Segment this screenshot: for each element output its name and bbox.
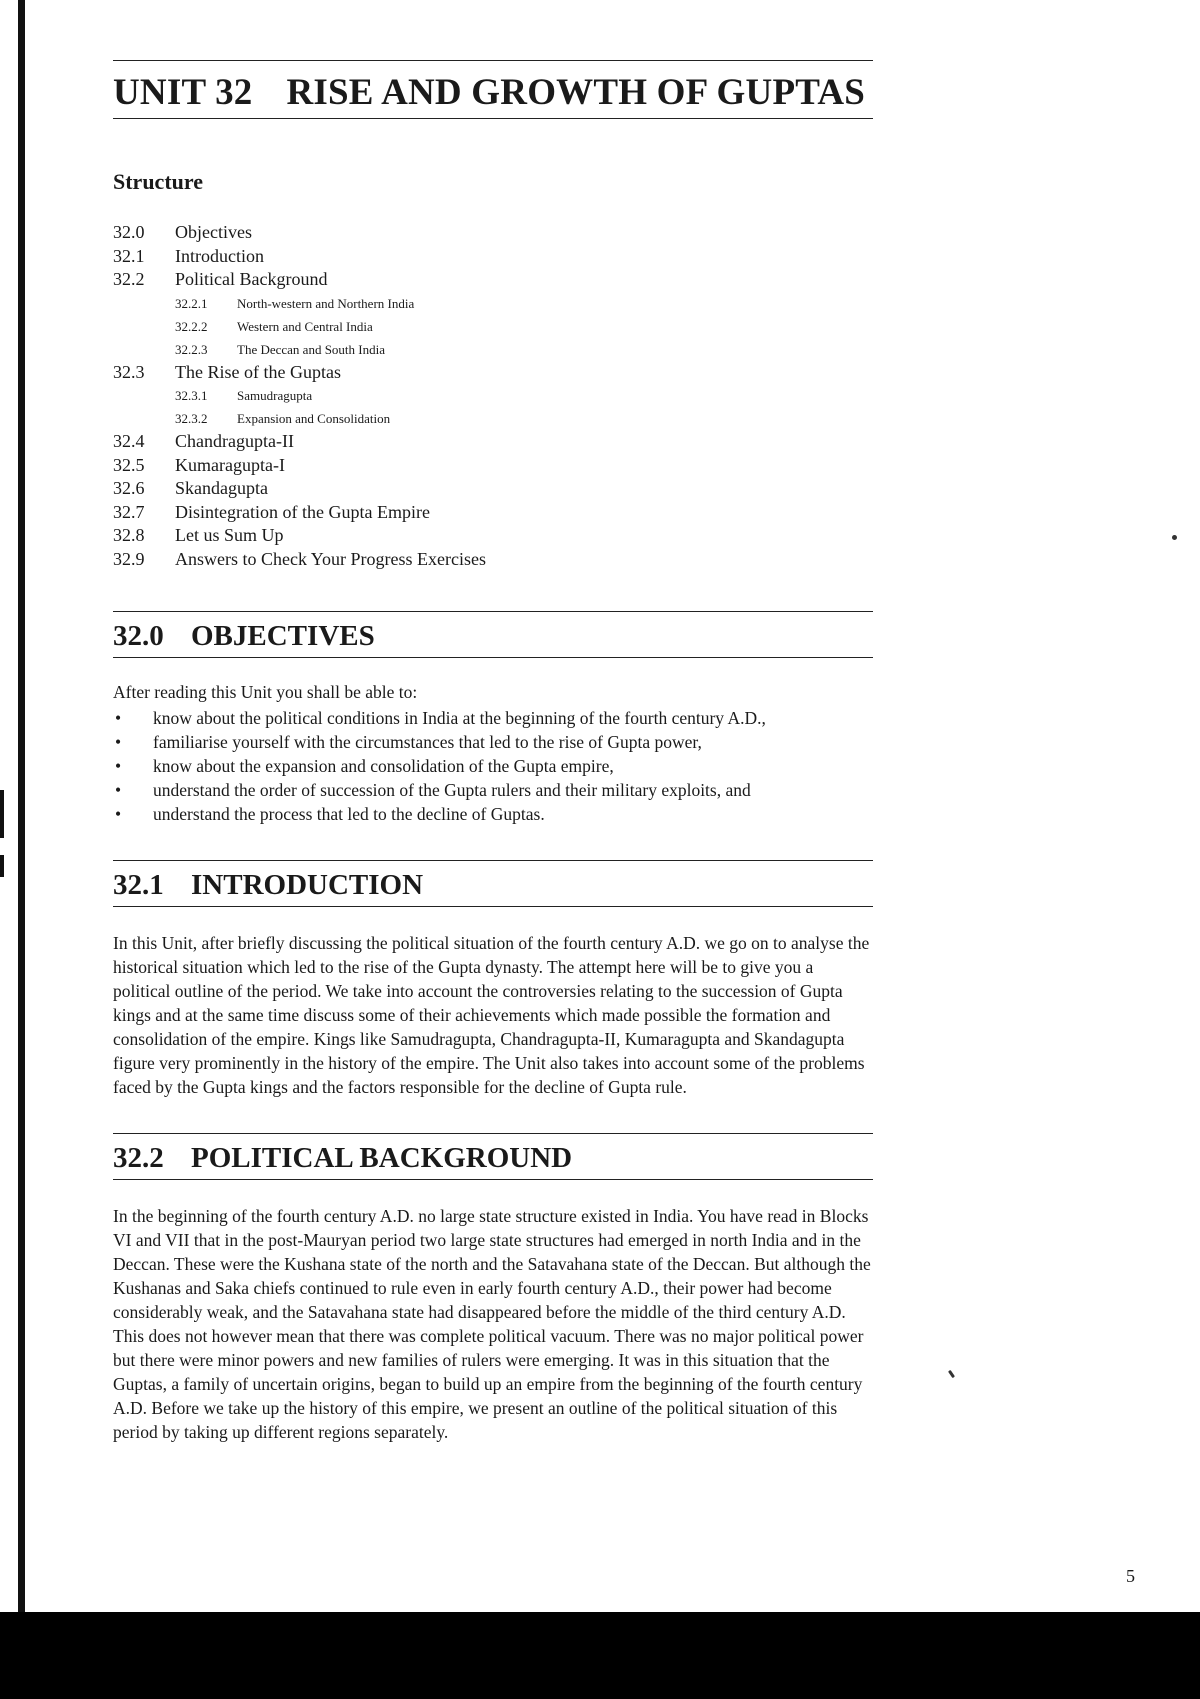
objective-item <box>113 730 873 754</box>
introduction-section <box>113 860 873 1099</box>
toc-number: 32.8 <box>113 525 145 545</box>
objective-text: know about the expansion and consolidation of the Gupta empire, <box>153 756 614 776</box>
section-heading <box>113 620 873 653</box>
section-number: 32.0 <box>113 620 164 652</box>
toc-subitem <box>113 292 873 315</box>
objectives-intro: After reading this Unit you shall be able to: <box>113 682 418 702</box>
toc-label: Expansion and Consolidation <box>237 411 391 426</box>
toc-number: 32.2.2 <box>175 318 208 334</box>
scan-speck <box>948 1370 955 1378</box>
section-title: POLITICAL BACKGROUND <box>191 1142 573 1174</box>
scan-mark <box>0 855 4 877</box>
title-bottom-rule <box>113 118 873 119</box>
political-background-section <box>113 1133 873 1444</box>
objective-item <box>113 754 873 778</box>
toc-item <box>113 454 873 478</box>
bullet-icon: • <box>115 756 122 776</box>
toc-subitem <box>113 407 873 430</box>
bullet-icon: • <box>115 780 122 800</box>
objective-text: understand the process that led to the decline of Guptas. <box>153 804 545 824</box>
section-bottom-rule <box>113 906 873 907</box>
toc-number: 32.2 <box>113 269 145 289</box>
section-number: 32.1 <box>113 869 164 901</box>
unit-title <box>113 71 873 114</box>
objective-text: familiarise yourself with the circumstances that led to the rise of Gupta power, <box>153 732 702 752</box>
toc-number: 32.5 <box>113 454 145 475</box>
toc-number: 32.4 <box>113 431 145 451</box>
objective-item <box>113 778 873 802</box>
scan-bottom-band <box>0 1612 1200 1699</box>
section-heading <box>113 1142 873 1175</box>
toc-label: Western and Central India <box>237 318 373 334</box>
toc-label: Chandragupta-II <box>175 431 294 451</box>
scan-binding-edge <box>18 0 25 1612</box>
toc-subitem <box>113 338 873 361</box>
section-top-rule <box>113 611 873 612</box>
toc-label: The Deccan and South India <box>237 341 386 357</box>
toc-item <box>113 221 873 245</box>
bullet-icon: • <box>115 732 122 752</box>
toc-number: 32.3 <box>113 361 145 382</box>
toc-subitem <box>113 315 873 338</box>
objective-text: know about the political conditions in India at the beginning of the fourth century A.D., <box>153 708 766 728</box>
section-top-rule <box>113 1133 873 1134</box>
section-number: 32.2 <box>113 1142 164 1174</box>
unit-title-text: RISE AND GROWTH OF GUPTAS <box>286 72 866 113</box>
toc-label: Samudragupta <box>237 388 313 403</box>
objective-item <box>113 706 873 730</box>
toc-subitem <box>113 384 873 407</box>
toc-label: Let us Sum Up <box>175 525 284 545</box>
toc-label: Objectives <box>175 222 252 242</box>
toc-label: Skandagupta <box>175 478 268 498</box>
toc-label: Political Background <box>175 269 328 289</box>
toc-item <box>113 548 873 572</box>
toc-number: 32.1 <box>113 245 145 266</box>
page-number: 5 <box>1126 1566 1135 1586</box>
toc-label: Introduction <box>175 245 264 266</box>
bullet-icon: • <box>115 804 122 824</box>
toc-number: 32.3.2 <box>175 411 208 426</box>
toc-label: Kumaragupta-I <box>175 454 285 475</box>
toc-item <box>113 361 873 385</box>
scan-mark <box>0 790 4 838</box>
toc-number: 32.7 <box>113 501 145 522</box>
table-of-contents <box>113 221 873 571</box>
toc-label: North-western and Northern India <box>237 295 415 311</box>
objectives-section <box>113 611 873 826</box>
structure-heading: Structure <box>113 169 204 194</box>
objective-item <box>113 802 873 826</box>
unit-number: UNIT 32 <box>113 72 253 113</box>
toc-label: Disintegration of the Gupta Empire <box>175 501 430 522</box>
toc-label: The Rise of the Guptas <box>175 361 341 382</box>
objective-text: understand the order of succession of the Gupta rulers and their military exploits, and <box>153 780 751 800</box>
title-top-rule <box>113 60 873 61</box>
scan-speck <box>1172 535 1177 540</box>
political-background-paragraph: In the beginning of the fourth century A.D. no large state structure existed in India. You have read in Blocks VI and VII that in the post-Mauryan period two large state structures had emerged in north India and in the Deccan. These were the Kushana state of the north and the Satavahana state of the Deccan. But although the Kushanas and Saka chiefs continued to rule even in early fourth century A.D., their power had become considerably weak, and the Satavahana state had disappeared before the middle of the third century A.D. This does not however mean that there was complete political vacuum. There was no major political power but there were minor powers and new families of rulers were emerging. It was in this situation that the Guptas, a family of uncertain origins, began to build up an empire from the beginning of the fourth century A.D. Before we take up the history of this empire, we present an outline of the political situation of this period by taking up different regions separately. <box>113 1206 871 1442</box>
toc-number: 32.9 <box>113 548 145 569</box>
section-heading <box>113 869 873 902</box>
section-title: OBJECTIVES <box>191 620 375 652</box>
toc-item <box>113 245 873 269</box>
introduction-paragraph: In this Unit, after briefly discussing the political situation of the fourth century A.D. we go on to analyse the historical situation which led to the rise of the Gupta dynasty. The attempt here will be to give you a political outline of the period. We take into account the controversies relating to the succession of Gupta kings and at the same time discuss some of their achievements which made possible the formation and consolidation of the empire. Kings like Samudragupta, Chandragupta-II, Kumaragupta and Skandagupta figure very prominently in the history of the empire. The Unit also takes into account some of the problems faced by the Gupta kings and the factors responsible for the decline of Gupta rule. <box>113 933 870 1097</box>
toc-item <box>113 501 873 525</box>
toc-number: 32.3.1 <box>175 388 208 403</box>
bullet-icon: • <box>115 708 122 728</box>
objectives-list <box>113 706 873 826</box>
toc-item <box>113 268 873 292</box>
toc-label: Answers to Check Your Progress Exercises <box>175 548 486 569</box>
section-bottom-rule <box>113 1179 873 1180</box>
toc-number: 32.2.1 <box>175 295 208 311</box>
toc-item <box>113 477 873 501</box>
section-top-rule <box>113 860 873 861</box>
toc-number: 32.6 <box>113 478 145 498</box>
section-title: INTRODUCTION <box>191 869 424 901</box>
page-content <box>113 60 873 1444</box>
toc-number: 32.0 <box>113 222 145 242</box>
toc-item <box>113 524 873 548</box>
toc-item <box>113 430 873 454</box>
section-bottom-rule <box>113 657 873 658</box>
toc-number: 32.2.3 <box>175 341 208 357</box>
